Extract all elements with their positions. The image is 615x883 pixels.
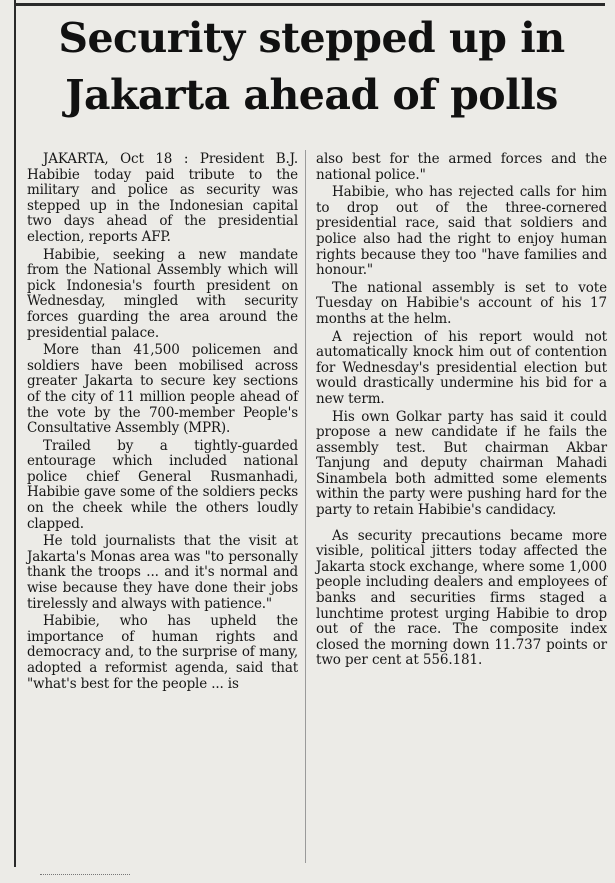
headline-line-2: Jakarta ahead of polls xyxy=(65,71,558,119)
left-border-rule xyxy=(14,0,16,867)
left-column xyxy=(27,152,298,694)
top-border-rule xyxy=(14,3,605,6)
paragraph: As security precautions became more visible, political jitters today affected the Jakarta stock exchange, where some 1,000 people including dealers and employees of banks and securities firms staged a lunchtime protest urging Habibie to drop out of the race. The composite index closed the morning down 11.737 points or two per cent at 556.181. xyxy=(316,527,607,669)
paragraph: also best for the armed forces and the national police." xyxy=(316,151,607,183)
headline-line-1: Security stepped up in xyxy=(58,14,565,62)
paragraph: The national assembly is set to vote Tuesday on Habibie's account of his 17 months at the helm. xyxy=(316,279,607,327)
print-artifact xyxy=(40,874,130,879)
paragraph: He told journalists that the visit at Jakarta's Monas area was "to personally thank the troops ... and it's normal and wise because they have done their jobs tirelessly and always with patience." xyxy=(27,533,298,612)
paragraph: A rejection of his report would not automatically knock him out of contention for Wednesday's presidential election but would drastically undermine his bid for a new term. xyxy=(316,328,607,407)
paragraph: More than 41,500 policemen and soldiers have been mobilised across greater Jakarta to secure key sections of the city of 11 million people ahead of the vote by the 700-member People's Consultative Assembly (MPR). xyxy=(27,342,298,437)
paragraph: His own Golkar party has said it could propose a new candidate if he fails the assembly test. But chairman Akbar Tanjung and deputy chairman Mahadi Sinambela both admitted some elements within the party were pushing hard for the party to retain Habibie's candidacy. xyxy=(316,408,607,519)
paragraph: Habibie, seeking a new mandate from the National Assembly which will pick Indonesia's fourth president on Wednesday, mingled with security forces guarding the area around the presidential palace. xyxy=(27,246,298,341)
paragraph: Habibie, who has rejected calls for him to drop out of the three-cornered presidential race, said that soldiers and police also had the right to enjoy human rights because they too "have families and honour." xyxy=(316,184,607,279)
paragraph: JAKARTA, Oct 18 : President B.J. Habibie today paid tribute to the military and police as security was stepped up in the Indonesian capital two days ahead of the presidential election, reports AFP. xyxy=(27,151,298,245)
paragraph: Habibie, who has upheld the importance of human rights and democracy and, to the surprise of many, adopted a reformist agenda, said that "what's best for the people ... is xyxy=(27,613,298,692)
paragraph: Trailed by a tightly-guarded entourage which included national police chief General Rusmanhadi, Habibie gave some of the soldiers pecks on the cheek while the others loudly clapped. xyxy=(27,437,298,532)
column-divider xyxy=(305,150,306,863)
headline xyxy=(18,10,605,124)
right-column xyxy=(316,152,607,671)
